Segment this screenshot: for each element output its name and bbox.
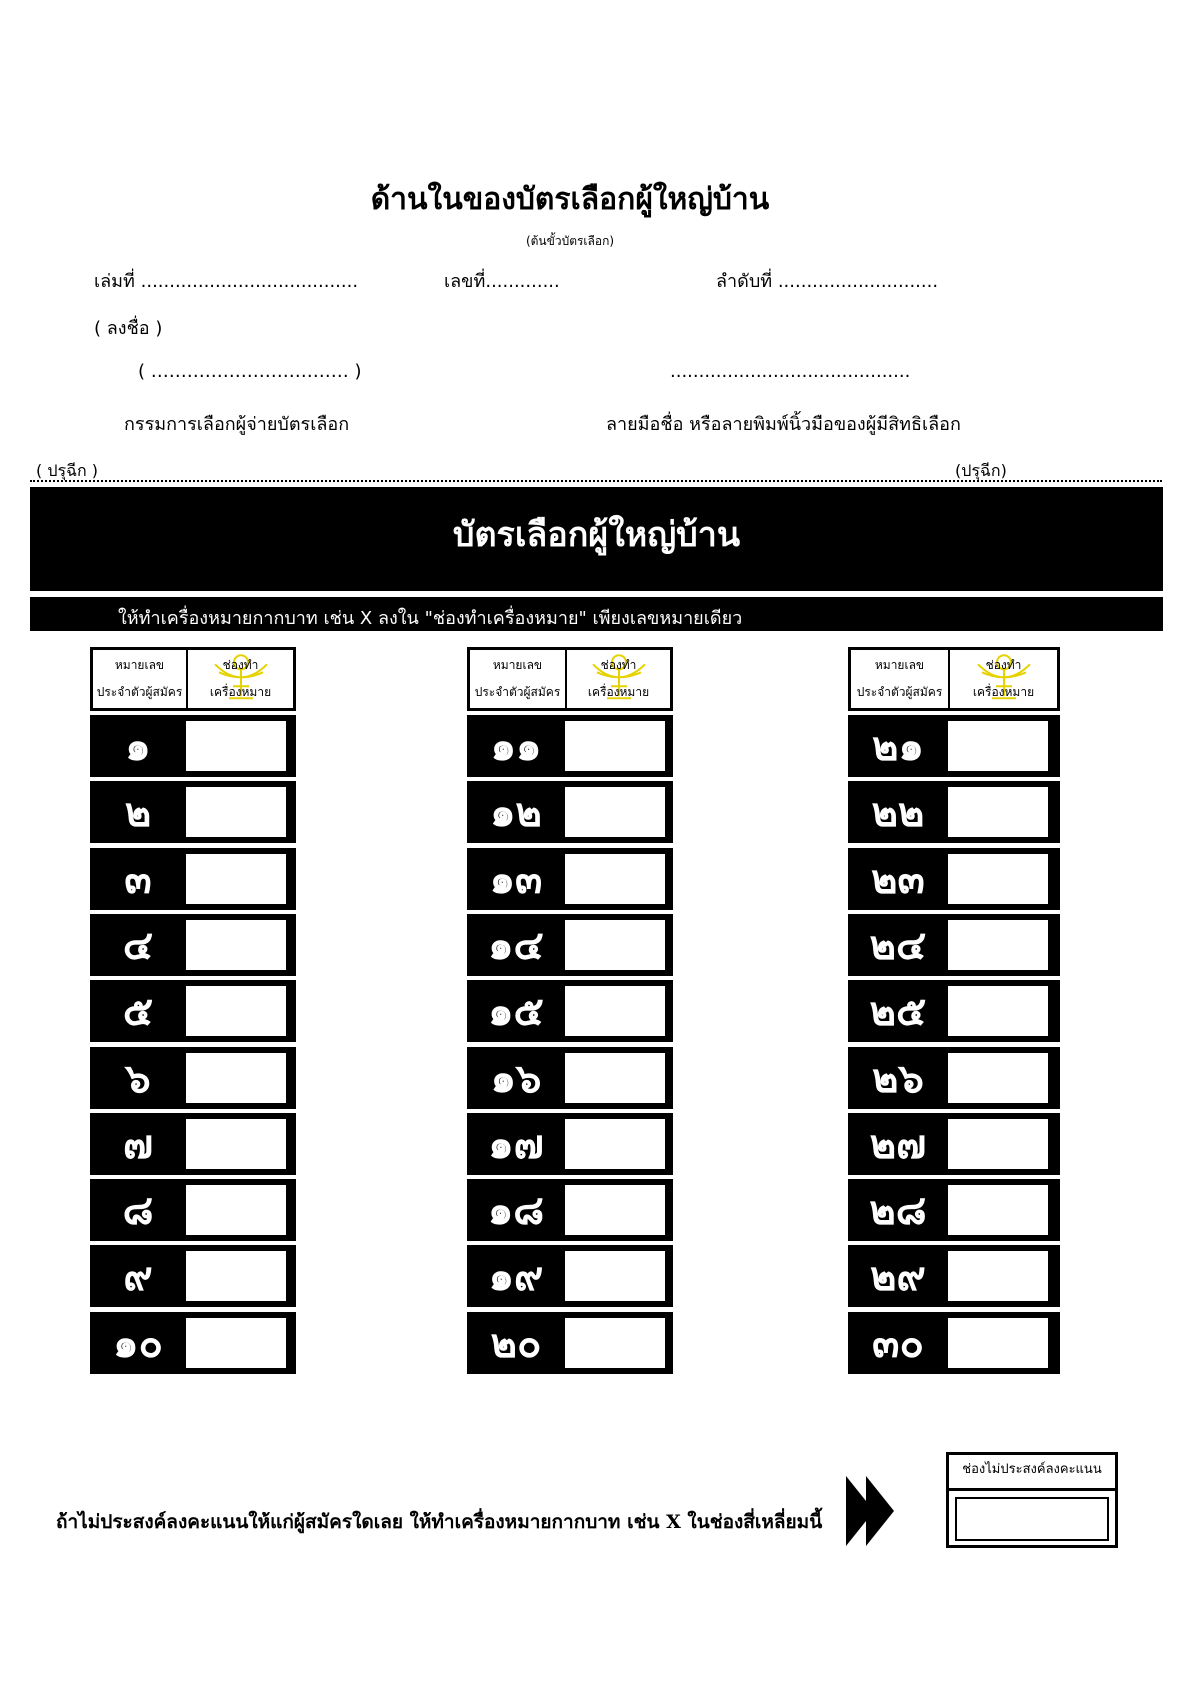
candidate-row	[90, 1245, 296, 1307]
candidate-row	[90, 715, 296, 777]
header-number-line1: หมายเลข	[114, 658, 165, 673]
candidate-number: ๒๐	[490, 1320, 542, 1367]
voter-caption: ลายมือชื่อ หรือลายพิมพ์นิ้วมือของผู้มีสิทธิเลือก	[606, 414, 961, 435]
vote-mark-box[interactable]	[186, 1185, 286, 1235]
vote-mark-box[interactable]	[186, 854, 286, 904]
vote-mark-box[interactable]	[948, 1053, 1048, 1103]
vote-mark-box[interactable]	[565, 1053, 665, 1103]
instruction-text: ให้ทำเครื่องหมายกากบาท เช่น X ลงใน "ช่องทำเครื่องหมาย" เพียงเลขหมายเดียว	[118, 608, 743, 629]
vote-mark-box[interactable]	[186, 1053, 286, 1103]
header-number-line1: หมายเลข	[874, 658, 925, 673]
candidate-number: ๑	[125, 724, 151, 770]
perforation-label-left: ( ปรุฉีก )	[36, 461, 98, 480]
candidate-row	[848, 1245, 1060, 1307]
header-mark-line1: ช่องทำ	[985, 658, 1022, 673]
header-candidate-number	[93, 650, 188, 708]
order-number-field[interactable]: ลำดับที่ ............................	[716, 271, 939, 292]
ballot-title: บัตรเลือกผู้ใหญ่บ้าน	[452, 515, 741, 555]
vote-mark-box[interactable]	[565, 1251, 665, 1301]
column-header	[848, 647, 1060, 711]
candidate-row	[90, 980, 296, 1042]
abstain-box	[946, 1452, 1118, 1548]
vote-mark-box[interactable]	[565, 1318, 665, 1368]
candidate-number: ๒๖	[872, 1055, 924, 1102]
vote-mark-box[interactable]	[948, 854, 1048, 904]
header-candidate-number	[851, 650, 950, 708]
double-arrow-right-icon	[846, 1476, 894, 1550]
vote-mark-box[interactable]	[565, 721, 665, 771]
vote-mark-box[interactable]	[565, 920, 665, 970]
vote-mark-box[interactable]	[565, 787, 665, 837]
header-number-line2: ประจำตัวผู้สมัคร	[474, 685, 561, 700]
vote-mark-box[interactable]	[186, 1119, 286, 1169]
candidate-row	[848, 1113, 1060, 1175]
perforation-line[interactable]	[30, 480, 1162, 482]
header-mark-line2: เครื่องหมาย	[972, 685, 1035, 700]
committee-caption: กรรมการเลือกผู้จ่ายบัตรเลือก	[124, 414, 350, 435]
candidate-row	[467, 781, 673, 843]
candidate-row	[90, 1047, 296, 1109]
candidate-row	[848, 980, 1060, 1042]
candidate-row	[848, 848, 1060, 910]
candidate-number: ๑๓	[489, 856, 543, 903]
candidate-number: ๗	[122, 1121, 154, 1168]
header-number-line2: ประจำตัวผู้สมัคร	[856, 685, 943, 700]
voter-signature-line[interactable]: ..........................................	[670, 361, 911, 382]
candidate-row	[848, 715, 1060, 777]
vote-mark-box[interactable]	[186, 787, 286, 837]
candidate-number: ๒๒	[871, 790, 925, 837]
candidate-number: ๑๔	[488, 922, 544, 969]
candidate-row	[90, 1113, 296, 1175]
candidate-number: ๒๔	[869, 922, 927, 969]
vote-mark-box[interactable]	[948, 721, 1048, 771]
vote-mark-box[interactable]	[186, 920, 286, 970]
candidate-number: ๕	[122, 989, 154, 1036]
candidate-row	[467, 1179, 673, 1241]
candidate-row	[90, 914, 296, 976]
candidate-row	[467, 914, 673, 976]
candidate-number: ๒๑	[872, 724, 924, 770]
abstain-instruction: ถ้าไม่ประสงค์ลงคะแนนให้แก่ผู้สมัครใดเลย ให้ทำเครื่องหมายกากบาท เช่น X ในช่องสี่เหลี่ยมนี้	[56, 1511, 823, 1533]
candidate-number: ๑๐	[113, 1320, 163, 1367]
candidate-number: ๒๗	[869, 1121, 927, 1168]
column-header	[90, 647, 296, 711]
vote-mark-box[interactable]	[948, 1318, 1048, 1368]
candidate-number: ๓๐	[872, 1320, 924, 1367]
stub-subtitle: (ต้นขั้วบัตรเลือก)	[525, 234, 615, 248]
candidate-row	[848, 1312, 1060, 1374]
header-mark-line2: เครื่องหมาย	[209, 685, 272, 700]
candidate-number: ๙	[123, 1254, 153, 1301]
candidate-number: ๔	[122, 922, 154, 969]
candidate-number: ๒๙	[870, 1254, 926, 1301]
sign-label: ( ลงชื่อ )	[94, 318, 163, 339]
header-number-line1: หมายเลข	[492, 658, 543, 673]
candidate-number: ๘	[122, 1188, 154, 1235]
header-mark-line1: ช่องทำ	[222, 658, 259, 673]
candidate-row	[467, 848, 673, 910]
vote-mark-box[interactable]	[186, 1318, 286, 1368]
candidate-number: ๑๙	[488, 1254, 544, 1301]
vote-mark-box[interactable]	[186, 1251, 286, 1301]
candidate-number: ๓	[124, 856, 152, 903]
vote-mark-box[interactable]	[186, 986, 286, 1036]
vote-mark-box[interactable]	[948, 1119, 1048, 1169]
vote-mark-box[interactable]	[948, 986, 1048, 1036]
candidate-number: ๑๖	[490, 1055, 542, 1102]
candidate-row	[848, 914, 1060, 976]
perforation-label-right: (ปรุฉีก)	[955, 461, 1007, 480]
vote-mark-box[interactable]	[565, 986, 665, 1036]
ballot-title-banner	[30, 487, 1163, 591]
candidate-number: ๑๑	[490, 724, 542, 770]
candidate-row	[90, 781, 296, 843]
committee-signature-line[interactable]: ( …………………………… )	[138, 361, 362, 382]
vote-mark-box[interactable]	[565, 1119, 665, 1169]
header-mark-line1: ช่องทำ	[600, 658, 637, 673]
vote-mark-box[interactable]	[948, 787, 1048, 837]
candidate-number: ๒๘	[869, 1188, 927, 1235]
abstain-mark-box[interactable]	[955, 1497, 1109, 1541]
candidate-row	[467, 1245, 673, 1307]
header-mark-line2: เครื่องหมาย	[587, 685, 650, 700]
candidate-number: ๑๒	[490, 790, 542, 837]
vote-mark-box[interactable]	[948, 1185, 1048, 1235]
candidate-number: ๒๕	[869, 989, 927, 1036]
candidate-row	[90, 1179, 296, 1241]
stub-title: ด้านในของบัตรเลือกผู้ใหญ่บ้าน	[370, 182, 770, 217]
candidate-row	[848, 781, 1060, 843]
candidate-row	[467, 715, 673, 777]
header-mark-area	[567, 650, 670, 708]
candidate-row	[90, 848, 296, 910]
candidate-number: ๖	[125, 1055, 151, 1102]
candidate-row	[467, 980, 673, 1042]
vote-mark-box[interactable]	[565, 854, 665, 904]
vote-mark-box[interactable]	[948, 1251, 1048, 1301]
abstain-box-label: ช่องไม่ประสงค์ลงคะแนน	[949, 1455, 1115, 1491]
candidate-row	[467, 1312, 673, 1374]
candidate-row	[90, 1312, 296, 1374]
header-number-line2: ประจำตัวผู้สมัคร	[96, 685, 183, 700]
candidate-row	[467, 1113, 673, 1175]
book-number-field[interactable]: เล่มที่ ......................................	[94, 271, 359, 292]
serial-number-field[interactable]: เลขที่.............	[444, 271, 560, 292]
vote-mark-box[interactable]	[186, 721, 286, 771]
instruction-bar	[30, 597, 1163, 631]
candidate-row	[848, 1179, 1060, 1241]
candidate-number: ๑๘	[487, 1188, 545, 1235]
vote-mark-box[interactable]	[948, 920, 1048, 970]
candidate-row	[848, 1047, 1060, 1109]
candidate-number: ๑๕	[488, 989, 544, 1036]
column-header	[467, 647, 673, 711]
candidate-number: ๒๓	[871, 856, 925, 903]
header-mark-area	[188, 650, 293, 708]
header-mark-area	[950, 650, 1057, 708]
header-candidate-number	[470, 650, 567, 708]
candidate-number: ๒	[124, 790, 152, 837]
candidate-row	[467, 1047, 673, 1109]
candidate-number: ๑๗	[488, 1121, 544, 1168]
vote-mark-box[interactable]	[565, 1185, 665, 1235]
